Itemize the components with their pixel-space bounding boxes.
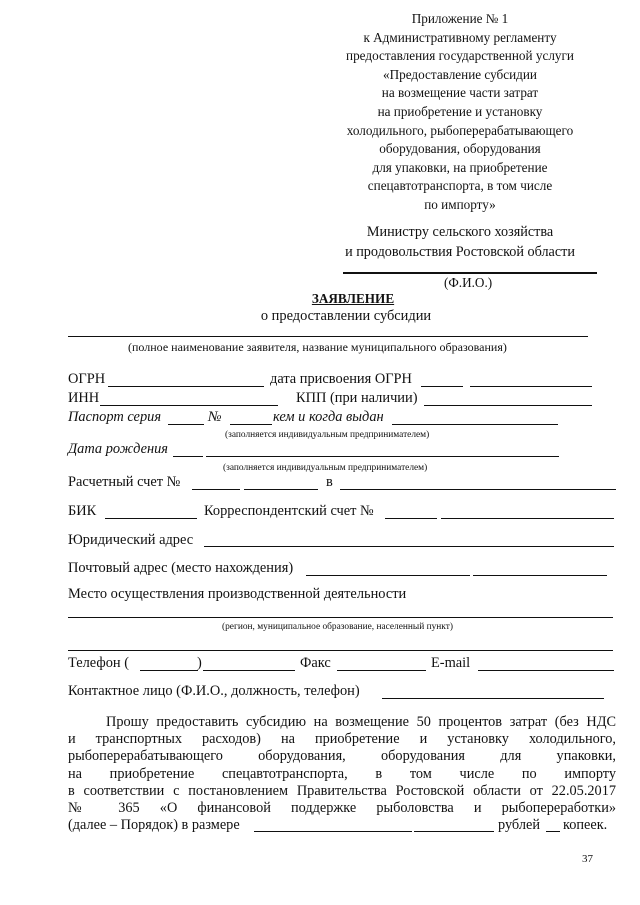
bik-input[interactable] — [105, 518, 197, 519]
account-input-1[interactable] — [192, 489, 240, 490]
production-place-input-2[interactable] — [68, 650, 613, 651]
annex-line: Приложение № 1 — [411, 11, 509, 26]
postal-address-label: Почтовый адрес (место нахождения) — [68, 560, 294, 576]
region-caption: (регион, муниципальное образование, населенный пункт) — [222, 622, 453, 632]
account-input-2[interactable] — [244, 489, 318, 490]
corr-account-label: Корреспондентский счет № — [204, 503, 374, 519]
corr-account-input-2[interactable] — [441, 518, 614, 519]
annex-line: для упаковки, на приобретение — [372, 159, 548, 175]
ogrn-label: ОГРН — [68, 371, 106, 387]
request-line: № 365 «О финансовой поддержке рыболовства и рыбопереработки» — [68, 800, 616, 817]
document-title: ЗАЯВЛЕНИЕ — [311, 291, 395, 306]
contact-label: Контактное лицо (Ф.И.О., должность, телефон) — [68, 683, 360, 699]
postal-address-input-2[interactable] — [473, 575, 607, 576]
amount-kopecks-input[interactable] — [546, 831, 560, 832]
ogrn-date-input-2[interactable] — [470, 386, 592, 387]
request-line: на приобретение спецавтотранспорта, в том числе по импорту — [68, 765, 616, 782]
fio-line[interactable] — [343, 272, 597, 274]
kpp-label: КПП (при наличии) — [296, 390, 418, 406]
ogrn-date-label: дата присвоения ОГРН — [270, 371, 412, 387]
annex-line: предоставления государственной услуги — [346, 48, 574, 64]
amount-rubles-input-1[interactable] — [254, 831, 412, 832]
ip-note-2: (заполняется индивидуальным предпринимателем) — [223, 463, 428, 473]
annex-line: «Предоставление субсидии — [383, 66, 537, 82]
request-line: и транспортных расходов) на приобретение и установку холодильного, — [68, 731, 616, 748]
passport-number-input[interactable] — [230, 424, 272, 425]
inn-label: ИНН — [68, 390, 100, 406]
request-line: Прошу предоставить субсидию на возмещение 50 процентов затрат (без НДС — [106, 714, 616, 730]
phone-code-input[interactable] — [140, 670, 198, 671]
passport-number-label: № — [208, 409, 222, 425]
addressee — [330, 222, 590, 262]
ip-note-1: (заполняется индивидуальным предпринимателем) — [225, 430, 430, 440]
addressee-line-1: Министру сельского хозяйства — [366, 224, 554, 240]
phone-input[interactable] — [203, 670, 295, 671]
production-place-label: Место осуществления производственной деятельности — [68, 586, 407, 602]
fax-input[interactable] — [337, 670, 426, 671]
amount-rubles-input-2[interactable] — [414, 831, 494, 832]
page-number: 37 — [582, 853, 593, 865]
bik-label: БИК — [68, 503, 97, 519]
bank-name-input[interactable] — [340, 489, 616, 490]
request-paragraph — [68, 714, 616, 817]
request-last-prefix: (далее – Порядок) в размере — [68, 817, 240, 833]
corr-account-input-1[interactable] — [385, 518, 437, 519]
legal-address-label: Юридический адрес — [68, 532, 194, 548]
email-label: E-mail — [431, 655, 471, 671]
request-line: рыбоперерабатывающего оборудования, оборудования для упаковки, — [68, 748, 616, 765]
account-in-label: в — [326, 474, 333, 490]
passport-series-input[interactable] — [168, 424, 204, 425]
birth-date-input-2[interactable] — [206, 456, 559, 457]
inn-input[interactable] — [100, 405, 278, 406]
annex-line: холодильного, рыбоперерабатывающего — [346, 122, 574, 138]
fio-caption: (Ф.И.О.) — [444, 275, 493, 290]
rubles-label: рублей — [498, 817, 540, 833]
annex-header — [330, 10, 590, 215]
passport-series-label: Паспорт серия — [68, 409, 162, 425]
applicant-name-line[interactable] — [68, 336, 588, 337]
passport-issued-label: кем и когда выдан — [273, 409, 384, 425]
postal-address-input-1[interactable] — [306, 575, 470, 576]
email-input[interactable] — [478, 670, 614, 671]
birth-date-label: Дата рождения — [68, 441, 168, 457]
ogrn-input[interactable] — [108, 386, 264, 387]
document-subtitle: о предоставлении субсидии — [260, 308, 432, 324]
request-line: в соответствии с постановлением Правительства Ростовской области от 22.05.2017 — [68, 782, 616, 799]
kopecks-label: копеек. — [563, 817, 608, 833]
ogrn-date-input-1[interactable] — [421, 386, 463, 387]
legal-address-input[interactable] — [204, 546, 614, 547]
kpp-input[interactable] — [424, 405, 592, 406]
applicant-caption: (полное наименование заявителя, название муниципального образования) — [128, 340, 507, 354]
production-place-input[interactable] — [68, 617, 613, 618]
passport-issued-input[interactable] — [392, 424, 558, 425]
birth-date-input-1[interactable] — [173, 456, 203, 457]
contact-input[interactable] — [382, 698, 604, 699]
annex-line: на приобретение и установку — [377, 103, 543, 119]
phone-label: Телефон ( — [68, 655, 129, 671]
annex-line: по импорту» — [424, 196, 496, 212]
phone-paren: ) — [197, 655, 202, 671]
annex-line: оборудования, оборудования — [379, 141, 541, 157]
addressee-line-2: и продовольствия Ростовской области — [345, 244, 575, 260]
annex-line: спецавтотранспорта, в том числе — [367, 178, 553, 194]
annex-line: к Административному регламенту — [363, 29, 557, 45]
annex-line: на возмещение части затрат — [381, 85, 539, 101]
account-label: Расчетный счет № — [68, 474, 181, 490]
fax-label: Факс — [300, 655, 331, 671]
